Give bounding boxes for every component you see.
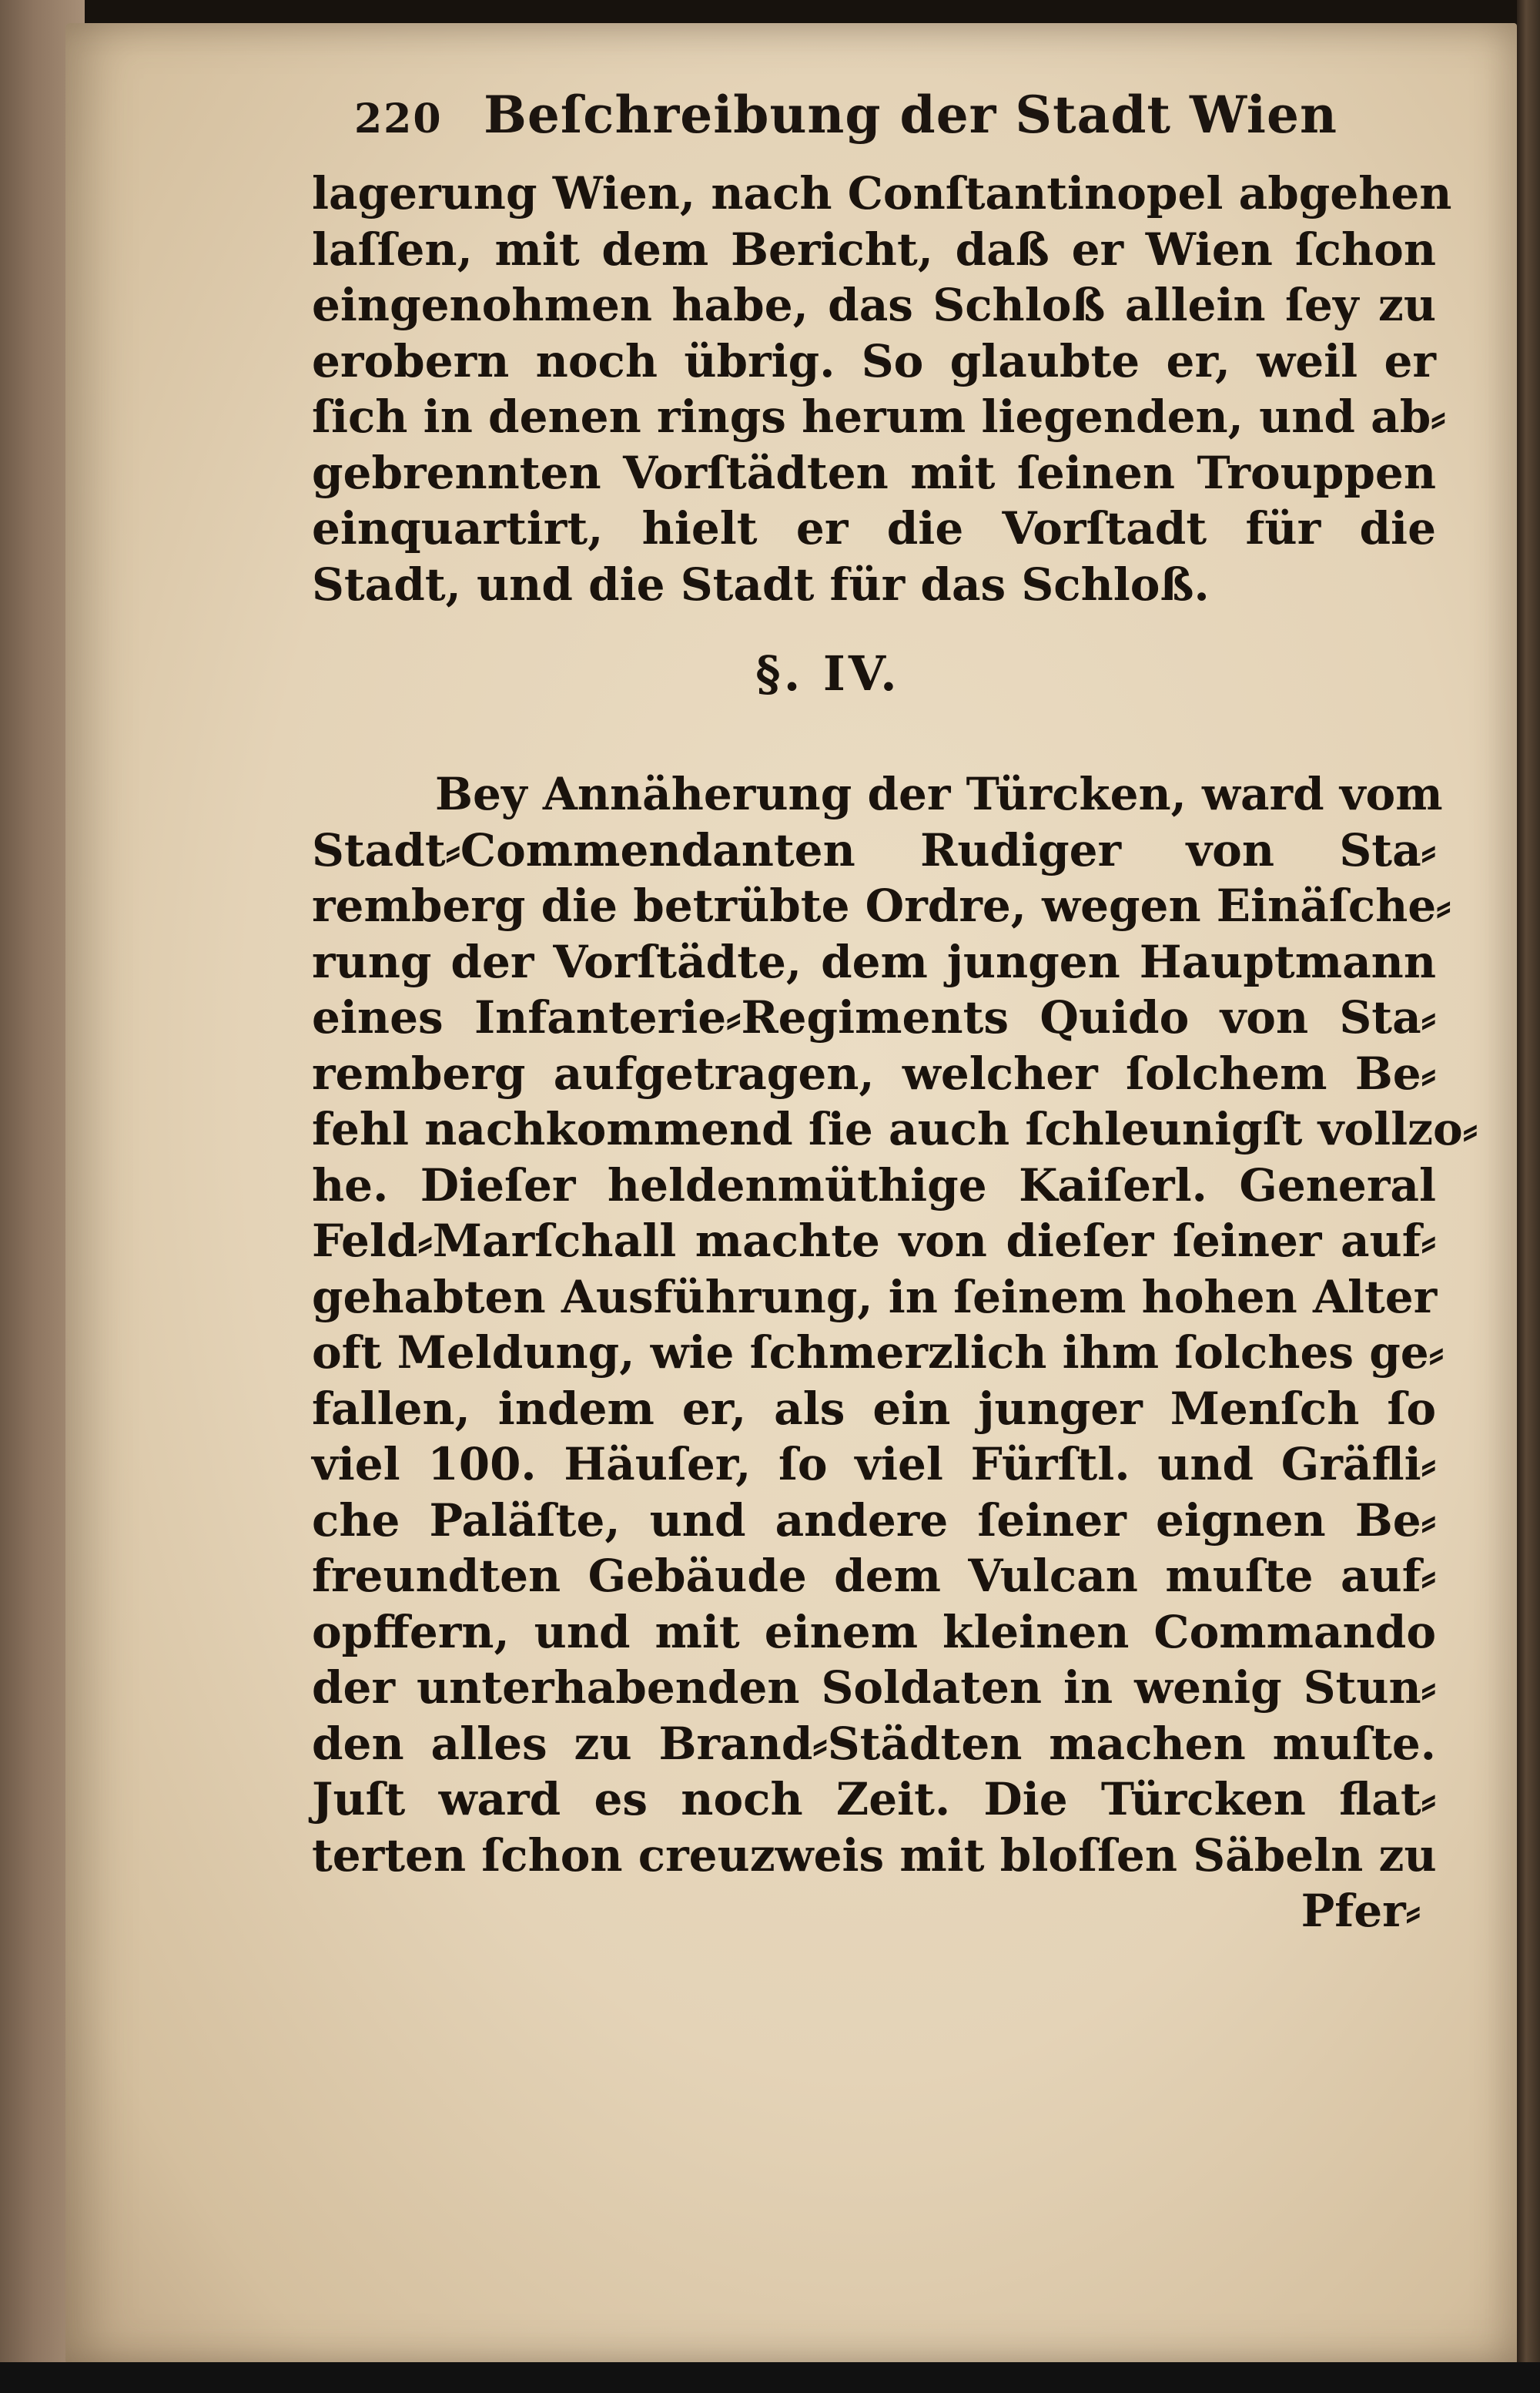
- text-line: he. Dieſer heldenmüthige Kaiſerl. General: [312, 1158, 1436, 1212]
- catchword: Pfer⸗: [1301, 1885, 1421, 1937]
- paragraph-continued: [312, 166, 1452, 612]
- text-line: rung der Vorſtädte, dem jungen Hauptmann: [312, 935, 1436, 988]
- text-line: oft Meldung, wie ſchmerzlich ihm ſolches ge⸗: [312, 1326, 1445, 1379]
- text-line: terten ſchon creuzweis mit bloſſen Säbeln zu: [312, 1828, 1437, 1882]
- text-line: ſich in denen rings herum liegenden, und ab⸗: [312, 390, 1446, 443]
- text-line: lagerung Wien, nach Conſtantinopel abgehen: [312, 167, 1452, 220]
- page-header: [354, 85, 1432, 145]
- text-line: Feld⸗Marſchall machte von dieſer ſeiner auf⸗: [312, 1215, 1436, 1267]
- text-line: Juſt ward es noch Zeit. Die Türcken flat⸗: [312, 1773, 1436, 1825]
- text-line: eines Infanterie⸗Regiments Quido von Sta⸗: [312, 991, 1436, 1044]
- running-head: Beſchreibung der Stadt Wien: [484, 85, 1337, 145]
- scan-border: [0, 2362, 1540, 2393]
- text-line: che Paläſte, und andere ſeiner eignen Be⸗: [312, 1493, 1436, 1547]
- text-line: fehl nachkommend ſie auch ſchleunigſt vollzo⸗: [312, 1103, 1478, 1155]
- text-line: erobern noch übrig. So glaubte er, weil er: [312, 334, 1436, 387]
- page-number: 220: [354, 96, 443, 142]
- text-line: viel 100. Häuſer, ſo viel Fürſtl. und Gräfli⸗: [312, 1438, 1436, 1490]
- page-body: [312, 166, 1478, 1939]
- text-line: Bey Annäherung der Türcken, ward vom: [435, 768, 1443, 820]
- text-line: Stadt⸗Commendanten Rudiger von Sta⸗: [312, 823, 1436, 876]
- text-line: gehabten Ausführung, in ſeinem hohen Alter: [312, 1270, 1438, 1323]
- text-line: einquartirt, hielt er die Vorſtadt für die: [312, 502, 1436, 555]
- section-heading: §. IV.: [755, 645, 900, 702]
- text-line: laſſen, mit dem Bericht, daß er Wien ſchon: [312, 223, 1436, 276]
- text-line: den alles zu Brand⸗Städten machen muſte.: [312, 1717, 1436, 1770]
- text-line: Stadt, und die Stadt für das Schloß.: [312, 558, 1210, 611]
- text-line: freundten Gebäude dem Vulcan muſte auf⸗: [312, 1550, 1436, 1602]
- text-line: der unterhabenden Soldaten in wenig Stun⸗: [312, 1661, 1436, 1714]
- text-line: remberg die betrübte Ordre, wegen Einäſche⸗: [312, 880, 1451, 932]
- text-line: gebrennten Vorſtädten mit ſeinen Trouppen: [312, 446, 1436, 499]
- text-line: eingenohmen habe, das Schloß allein ſey zu: [312, 279, 1436, 331]
- text-line: remberg aufgetragen, welcher ſolchem Be⸗: [312, 1047, 1436, 1100]
- text-line: fallen, indem er, als ein junger Menſch ſo: [312, 1382, 1436, 1435]
- paragraph-section-iv: [312, 766, 1478, 1883]
- text-line: opffern, und mit einem kleinen Commando: [312, 1605, 1436, 1658]
- page-edge: [1517, 0, 1540, 2393]
